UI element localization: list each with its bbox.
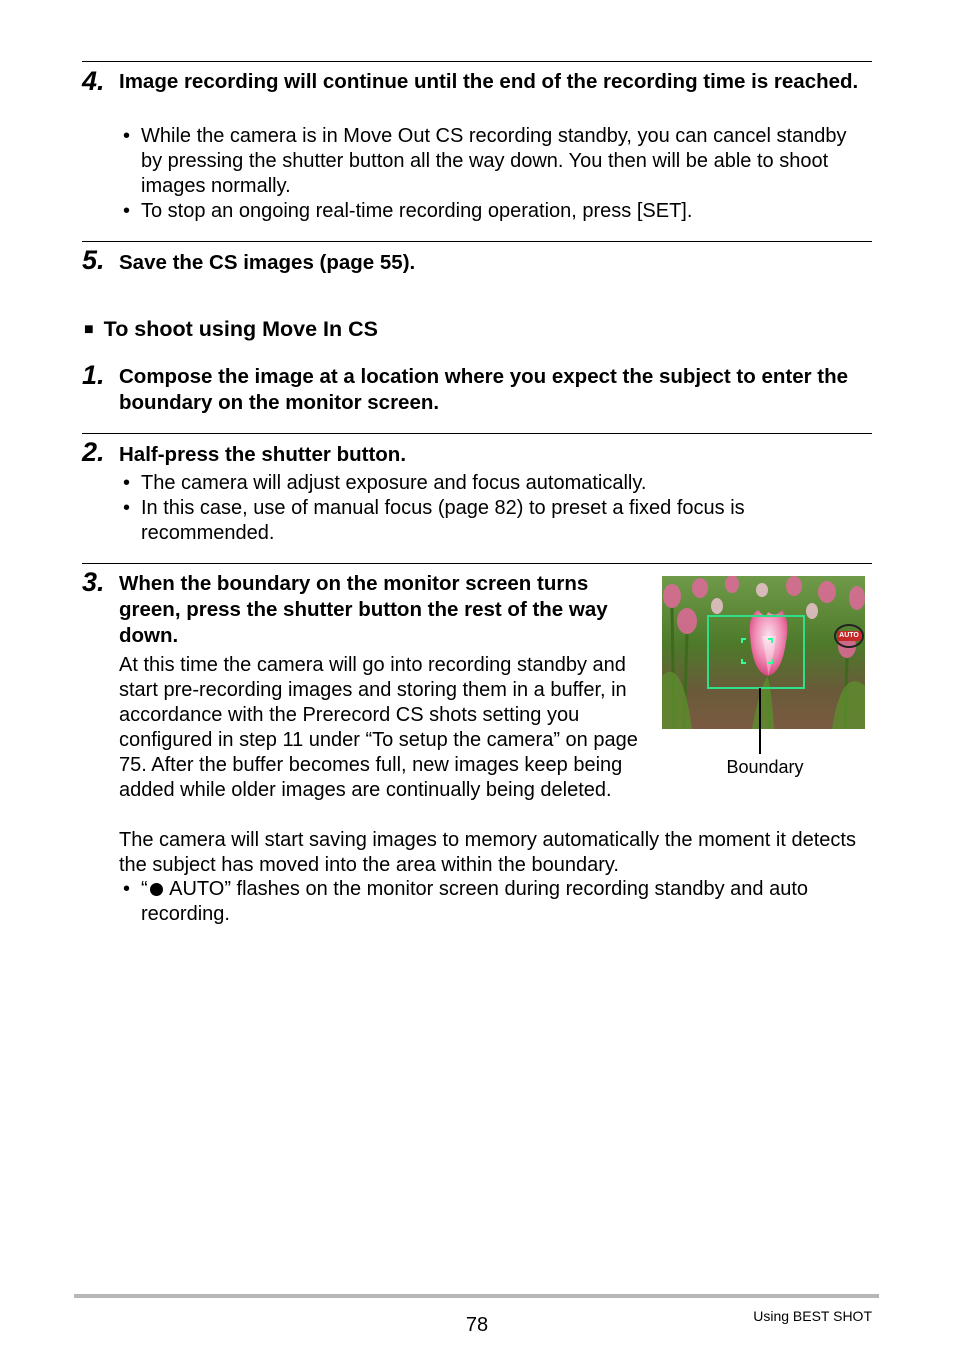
list-item (123, 471, 871, 496)
section-heading (84, 315, 378, 346)
step-number: 2. (82, 437, 105, 467)
list-item (123, 877, 861, 927)
section-title: To shoot using Move In CS (103, 317, 378, 341)
monitor-screen-image (662, 576, 865, 729)
step-number: 1. (82, 360, 105, 390)
bullet-icon: • (123, 200, 131, 222)
divider (82, 61, 872, 62)
step-heading: Image recording will continue until the end of the recording time is reached. (119, 70, 859, 93)
step-heading: Half-press the shutter button. (119, 443, 407, 466)
step-number: 5. (82, 245, 105, 275)
step-heading: Compose the image at a location where you expect the subject to enter the boundary on the monitor screen. (119, 365, 849, 414)
bullet-icon: • (123, 472, 131, 494)
figure-caption: Boundary (726, 757, 804, 777)
auto-badge-label: AUTO (839, 632, 859, 639)
list-item-text: The camera will adjust exposure and focus automatically. (141, 472, 647, 494)
list-item (123, 199, 871, 224)
divider (82, 563, 872, 564)
record-dot-icon (150, 883, 163, 896)
bullet-icon: • (123, 878, 131, 900)
list-item-quote-open: “ (141, 878, 148, 900)
divider (82, 433, 872, 434)
footer-rule (74, 1294, 879, 1298)
section-marker-icon: ■ (84, 321, 94, 338)
step-number: 3. (82, 567, 105, 597)
bullet-icon: • (123, 497, 131, 519)
callout-line (759, 688, 761, 754)
step-number: 4. (82, 66, 105, 96)
list-item (123, 496, 841, 546)
list-item (123, 124, 871, 199)
footer-section-title: Using BEST SHOT (753, 1308, 872, 1324)
list-item-text: AUTO” flashes on the monitor screen during recording standby and auto recording. (141, 878, 809, 925)
paragraph: The camera will start saving images to memory automatically the moment it detects the subject has moved into the area within the boundary. (119, 829, 856, 876)
divider (82, 241, 872, 242)
list-item-text: In this case, use of manual focus (page 82) to preset a fixed focus is recommended. (141, 497, 745, 544)
page-number: 78 (465, 1314, 489, 1336)
list-item-text: To stop an ongoing real-time recording operation, press [SET]. (141, 200, 693, 222)
paragraph: At this time the camera will go into recording standby and start pre-recording images and storing them in a buffer, in accordance with the Prerecord CS shots setting you configured in step 11 under “To setup the camera” on page 75. After the buffer becomes full, new images keep being added while older images are continually being deleted. (119, 654, 638, 801)
step-heading: Save the CS images (page 55). (119, 251, 416, 274)
step-heading: When the boundary on the monitor screen turns green, press the shutter button the rest of the way down. (119, 572, 608, 647)
list-item-text: While the camera is in Move Out CS recording standby, you can cancel standby by pressing the shutter button all the way down. You then will be able to shoot images normally. (141, 125, 847, 197)
bullet-icon: • (123, 125, 131, 147)
